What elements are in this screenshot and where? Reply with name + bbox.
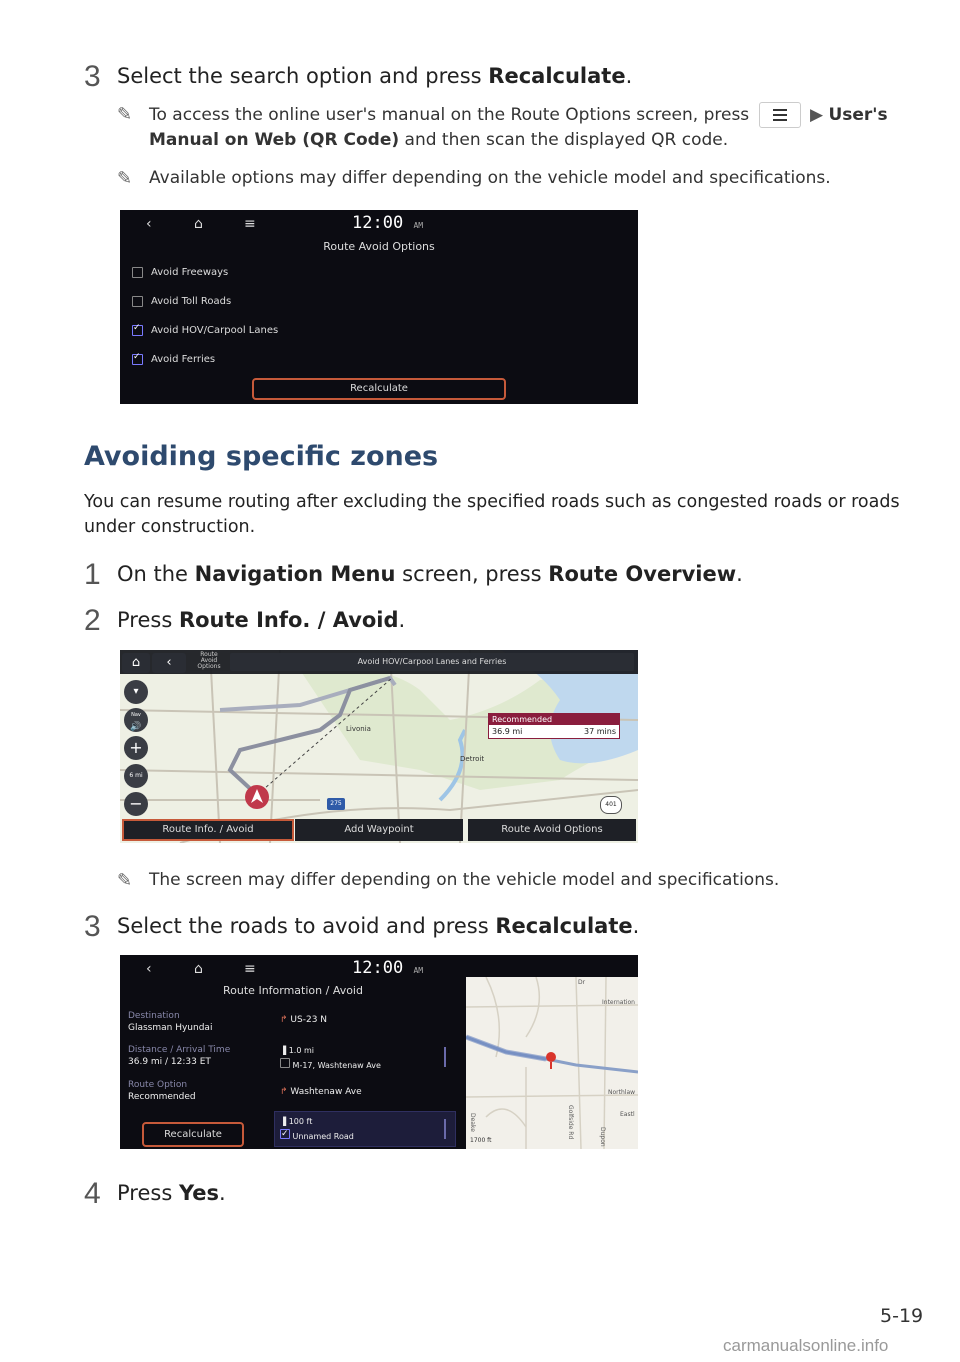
checkbox[interactable]	[280, 1058, 290, 1068]
route-option-info: Route Option Recommended	[128, 1080, 196, 1102]
map-graphic	[120, 650, 638, 843]
note-pencil-icon: ✎	[117, 870, 133, 891]
divider	[444, 1119, 446, 1139]
map-label: Golfside Rd	[567, 1105, 574, 1140]
checkbox[interactable]	[132, 296, 143, 307]
divider	[444, 1047, 446, 1067]
note-qr: To access the online user's manual on the Route Options screen, press ▶ User's Manual on Web (QR Code) and then scan the displayed QR code.	[149, 102, 889, 153]
map-label: Dr	[578, 979, 586, 986]
route-avoid-options-button[interactable]: Route Avoid Options	[468, 819, 636, 841]
distance-info: Distance / Arrival Time 36.9 mi / 12:33 ET	[128, 1045, 231, 1067]
home-icon[interactable]: ⌂	[194, 216, 203, 232]
route-info-avoid-screen	[120, 955, 638, 1149]
menu-icon[interactable]: ≡	[244, 216, 256, 232]
menu-icon[interactable]: ≡	[244, 961, 256, 977]
add-waypoint-button[interactable]: Add Waypoint	[295, 819, 463, 841]
interstate-shield: 275	[327, 798, 345, 810]
route-avoid-options-shortcut[interactable]: Route Avoid Options	[197, 651, 221, 670]
note-screen-differ: The screen may differ depending on the vehicle model and specifications.	[149, 870, 780, 890]
route-distance: 36.9 mi	[492, 727, 523, 736]
note-pencil-icon: ✎	[117, 104, 133, 125]
route-info-avoid-button[interactable]: Route Info. / Avoid	[122, 819, 294, 841]
map-label-livonia: Livonia	[346, 725, 371, 733]
checkbox-checked[interactable]	[132, 354, 143, 365]
map-scale: 6 mi	[124, 764, 148, 788]
back-icon[interactable]: ‹	[152, 653, 186, 673]
map-view[interactable]	[120, 650, 638, 843]
map-label-detroit: Detroit	[460, 755, 485, 763]
clock: 12:00 AM	[352, 213, 424, 233]
recalculate-button[interactable]: Recalculate	[252, 378, 506, 400]
note-options: Available options may differ depending on the vehicle model and specifications.	[149, 168, 831, 188]
route-step-washtenaw: ↱ Washtenaw Ave	[280, 1087, 362, 1097]
step-text: Press Route Info. / Avoid.	[117, 608, 406, 632]
route-time: 37 mins	[584, 727, 616, 736]
back-icon[interactable]: ‹	[146, 216, 152, 232]
back-icon[interactable]: ‹	[146, 961, 152, 977]
highway-shield: 401	[600, 796, 622, 814]
destination-info: Destination Glassman Hyundai	[128, 1011, 213, 1033]
home-icon[interactable]: ⌂	[194, 961, 203, 977]
step-text: Select the search option and press Recalculate.	[117, 64, 633, 88]
recommended-label: Recommended	[489, 714, 619, 725]
clock: 12:00 AM	[352, 958, 424, 978]
route-step-us23: ↱ US-23 N	[280, 1015, 328, 1025]
zoom-in-button[interactable]: +	[124, 736, 148, 760]
recalculate-button[interactable]: Recalculate	[142, 1122, 244, 1147]
option-avoid-ferries[interactable]: ✓ Avoid Ferries	[132, 354, 215, 365]
checkbox[interactable]	[132, 267, 143, 278]
step-number: 3	[84, 60, 101, 93]
checkbox-checked[interactable]	[280, 1129, 290, 1139]
page-number: 5-19	[880, 1305, 924, 1327]
section-heading: Avoiding specific zones	[84, 441, 439, 472]
route-step-m17[interactable]: ▐ 1.0 mi M-17, Washtenaw Ave	[280, 1046, 381, 1070]
home-icon[interactable]: ⌂	[122, 653, 150, 673]
route-avoid-options-screen	[120, 210, 638, 404]
watermark: carmanualsonline.info	[723, 1336, 889, 1355]
step-number: 3	[84, 910, 101, 943]
map-label: Northlaw	[608, 1089, 636, 1096]
recommended-route-card[interactable]	[488, 713, 620, 739]
screen-title: Route Information / Avoid	[223, 984, 363, 997]
option-avoid-hov[interactable]: ✓ Avoid HOV/Carpool Lanes	[132, 325, 278, 336]
mini-map[interactable]	[466, 977, 638, 1149]
step-number: 4	[84, 1177, 101, 1210]
route-overview-screen	[120, 650, 638, 843]
step-text: On the Navigation Menu screen, press Route Overview.	[117, 562, 743, 586]
checkbox-checked[interactable]	[132, 325, 143, 336]
avoid-banner: Avoid HOV/Carpool Lanes and Ferries	[230, 653, 634, 671]
step-number: 1	[84, 558, 101, 591]
route-step-unnamed-content: ▐ 100 ft ✓ Unnamed Road	[280, 1115, 354, 1144]
option-avoid-toll-roads[interactable]: Avoid Toll Roads	[132, 296, 231, 307]
map-label: Dupon	[599, 1127, 606, 1147]
map-label: Eastl	[620, 1111, 635, 1118]
step-text: Select the roads to avoid and press Recalculate.	[117, 914, 640, 938]
nav-volume-button[interactable]: Nav 🔊	[124, 708, 148, 732]
map-label: Internation	[602, 999, 635, 1006]
option-avoid-freeways[interactable]: Avoid Freeways	[132, 267, 228, 278]
map-label: Deake	[469, 1113, 476, 1132]
section-intro: You can resume routing after excluding the specified roads such as congested roads or roads under construction.	[84, 492, 900, 537]
map-scale: 1700 ft	[470, 1137, 492, 1144]
compass-icon[interactable]: ▾	[124, 680, 148, 704]
screen-title: Route Avoid Options	[323, 240, 435, 253]
step-number: 2	[84, 604, 101, 637]
menu-icon	[759, 102, 801, 128]
note-pencil-icon: ✎	[117, 168, 133, 189]
zoom-out-button[interactable]: −	[124, 792, 148, 816]
step-text: Press Yes.	[117, 1181, 226, 1205]
